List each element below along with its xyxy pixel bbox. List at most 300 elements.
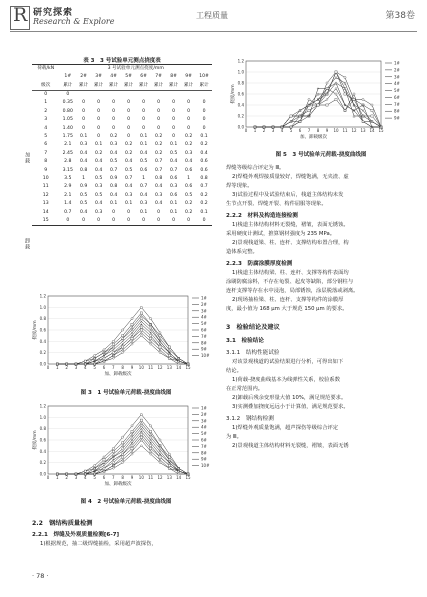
table-cell: 0.7 (109, 167, 118, 173)
table-row (32, 100, 212, 108)
table-cell: 0 (142, 108, 146, 114)
data-point (140, 422, 142, 424)
table-cell: 0.2 (154, 150, 163, 156)
table-cell: 0.6 (184, 167, 193, 173)
header-cell: 累计 (76, 82, 91, 91)
table-cell: 0.8 (154, 175, 163, 181)
data-point (112, 340, 114, 342)
table-cell: 2.1 (64, 192, 72, 198)
figure-4-caption: 图 4 2 号试验单元荷载-挠度曲线图 (80, 499, 172, 505)
table-cell: 0 (202, 100, 206, 106)
table-cell: 8 (44, 159, 48, 165)
table-cell: 1 (142, 175, 146, 181)
data-point (326, 87, 328, 89)
table-cell: 0.5 (184, 192, 193, 198)
data-point (308, 109, 310, 111)
table-cell: 0 (112, 108, 116, 114)
data-point (317, 104, 319, 106)
data-point (84, 360, 86, 362)
table-cell: 0 (157, 209, 161, 215)
data-point (150, 337, 152, 339)
data-point (122, 442, 124, 444)
body-line: 连杆支撑等存在水中浸泡，局部锈蚀，涂层脱落或剥离。 (226, 288, 359, 294)
header-cell: 10# (199, 74, 209, 80)
table-cell: 0 (127, 100, 131, 106)
data-point (140, 320, 142, 322)
table-cell: 0 (127, 134, 131, 140)
x-tick-label: 0 (46, 365, 50, 370)
table-cell: 0 (187, 117, 191, 123)
table-cell (106, 91, 121, 100)
x-tick-label: 8 (121, 475, 124, 480)
table-cell: 3.5 (64, 175, 72, 181)
header-cell: 3# (95, 74, 103, 80)
data-point (131, 332, 133, 334)
table-cell: 1 (44, 100, 48, 106)
data-point (290, 115, 292, 117)
table-cell: 0 (151, 217, 166, 226)
data-point (353, 93, 355, 95)
x-tick-label: 5 (289, 128, 293, 133)
x-tick-label: 10 (138, 365, 144, 370)
figure-3-chart (26, 290, 226, 382)
data-point (335, 71, 337, 73)
data-point (159, 439, 161, 441)
data-point (122, 456, 124, 458)
table-cell: 0 (82, 100, 86, 106)
body-line: 1)栈道主体结构梁、柱、连杆、支撑等构件表面均 (232, 270, 349, 276)
data-point (168, 346, 170, 348)
y-tick-label: 0.4 (39, 448, 46, 454)
data-point (150, 425, 152, 427)
legend-label: 2# (201, 411, 207, 417)
data-point (326, 82, 328, 84)
data-point (362, 98, 364, 100)
table-cell: 3.15 (62, 167, 73, 173)
x-tick-label: 6 (102, 365, 106, 370)
table-cell: 2.8 (64, 159, 72, 165)
x-tick-label: 7 (112, 365, 115, 370)
data-point (168, 464, 170, 466)
x-tick-label: 7 (112, 475, 115, 480)
y-tick-label: 1.2 (39, 403, 46, 409)
table-cell: 0 (106, 217, 121, 226)
table-cell: 0.5 (79, 192, 88, 198)
table-cell: 13 (42, 201, 49, 207)
data-point (122, 346, 124, 348)
y-tick-label: 0.4 (237, 102, 244, 108)
table-cell: 1 (187, 175, 191, 181)
legend-label: 1# (201, 295, 207, 301)
data-point (290, 126, 292, 128)
table-cell: 0 (187, 100, 191, 106)
legend-label: 3# (201, 418, 207, 424)
table-cell: 0.4 (79, 209, 88, 215)
table-cell (181, 91, 196, 100)
y-tick-label: 0.8 (237, 80, 244, 86)
table-cell: 0 (181, 217, 196, 226)
body-line: 2)景观栈道梁、柱、连杆、支撑结构布置合理，构 (232, 240, 349, 246)
data-point (159, 456, 161, 458)
table-cell: 0 (136, 217, 151, 226)
table-cell: 1.4 (64, 201, 72, 207)
data-point (112, 349, 114, 351)
table-cell: 0.6 (169, 192, 178, 198)
table-cell: 0.2 (154, 142, 163, 148)
table-cell: 0.3 (169, 184, 178, 190)
table-row (32, 167, 212, 175)
legend-label: 10# (201, 353, 210, 359)
x-tick-label: 12 (351, 128, 357, 133)
table-row (32, 217, 212, 226)
header-cell: 5# (125, 74, 133, 80)
body-line: 2)焊缝外观焊接质量较好，焊缝饱满，无夹渣、虚 (232, 174, 349, 180)
x-axis-label: 加、卸载级次 (104, 482, 132, 487)
x-tick-label: 14 (176, 475, 182, 480)
table-header-row (32, 73, 212, 81)
x-tick-label: 9 (325, 128, 329, 133)
table-row (32, 125, 212, 133)
legend-label: 5# (201, 431, 207, 437)
y-tick-label: 1.0 (39, 414, 46, 420)
data-point (122, 436, 124, 438)
table-cell: 0.1 (200, 209, 208, 215)
header-rule (10, 31, 417, 32)
table-cell: 0 (66, 92, 70, 98)
legend-label: 1# (394, 60, 400, 66)
table-cell: 0.1 (169, 142, 178, 148)
table-cell: 1.40 (62, 125, 73, 131)
y-tick-label: 1.2 (237, 58, 244, 64)
table-cell: 0.2 (124, 150, 133, 156)
table-cell: 0 (82, 117, 86, 123)
brand-title-en: Research & Explore (33, 17, 115, 26)
subsection-heading: 2.2.3 防腐涂膜厚度检测 (226, 261, 293, 267)
table-cell: 0 (127, 117, 131, 123)
figure-3-caption: 图 3 1 号试验单元荷载-挠度曲线图 (80, 390, 172, 396)
body-line: 1)焊缝外观质量饱满，超声探伤等级综合评定 (232, 425, 339, 431)
data-point (150, 335, 152, 337)
table-cell: 0.5 (94, 175, 103, 181)
data-point (84, 470, 86, 472)
table-cell: 0 (97, 125, 101, 131)
legend-label: 9# (201, 456, 207, 462)
x-tick-label: 8 (121, 365, 124, 370)
subsection-heading: 2.2.2 材料及构造连接检测 (226, 213, 298, 219)
body-line: 3)实测叠加挠度远远小于计算值，满足规范要求。 (232, 404, 349, 410)
data-point (140, 315, 142, 317)
table-cell: 0.2 (184, 134, 193, 140)
table-cell: 1.75 (62, 134, 73, 140)
table-cell: 0.4 (109, 150, 118, 156)
header-cell: 4# (110, 74, 118, 80)
body-line: 结论。 (226, 368, 242, 374)
data-point (344, 109, 346, 111)
legend-label: 5# (201, 321, 207, 327)
x-tick-label: 1 (253, 128, 257, 133)
table-cell (121, 91, 136, 100)
table-cell: 0.4 (94, 159, 103, 165)
header-cell: 累计 (151, 82, 166, 91)
data-point (150, 447, 152, 449)
legend-label: 3# (201, 308, 207, 314)
table-cell: 4 (44, 125, 48, 131)
data-point (159, 332, 161, 334)
table-cell: 0.2 (94, 150, 103, 156)
y-tick-label: 0.2 (39, 350, 46, 356)
body-line: 2)卸载后残余变形量大值 10%，满足规范要求。 (232, 395, 347, 401)
x-tick-label: 11 (148, 475, 154, 480)
body-line: 在正常范围内。 (226, 386, 264, 392)
body-line: 生节点开裂、焊缝开裂、构件屈服等现象。 (226, 201, 327, 207)
legend-label: 7# (394, 101, 400, 107)
table-row (32, 108, 212, 116)
table-cell (136, 91, 151, 100)
table-cell: 0.7 (169, 167, 178, 173)
y-axis-label: 挠度/mm (33, 430, 38, 450)
data-point (103, 349, 105, 351)
table-cell: 0.4 (154, 201, 163, 207)
data-point (103, 357, 105, 359)
table-cell: 0 (172, 108, 176, 114)
data-point (94, 464, 96, 466)
table-cell: 0.2 (184, 201, 193, 207)
table-cell: 0 (196, 217, 212, 226)
body-line: 1)栈道主体结构材料无裂缝，褶皱，表面无锈蚀。 (232, 222, 349, 228)
table-cell: 0 (187, 108, 191, 114)
header-cell: 3 号试验单元测点挠度/mm (59, 65, 212, 74)
table-cell: 0.4 (79, 159, 88, 165)
table-cell: 0.5 (94, 192, 103, 198)
table-cell: 0.5 (169, 150, 178, 156)
data-point (168, 453, 170, 455)
body-line: 为 Ⅲ。 (226, 434, 242, 440)
table-cell: 0.4 (124, 159, 133, 165)
data-point (122, 335, 124, 337)
legend-label: 10# (201, 463, 210, 469)
x-tick-label: 2 (65, 475, 68, 480)
y-tick-label: 1.2 (39, 293, 46, 299)
data-point (362, 109, 364, 111)
table-cell: 0 (127, 209, 131, 215)
x-tick-label: 11 (148, 365, 154, 370)
table-cell: 0.6 (200, 159, 208, 165)
table-cell (151, 91, 166, 100)
table-header-row (32, 65, 212, 74)
table-cell: 7 (44, 150, 48, 156)
table-cell: 0.7 (124, 175, 133, 181)
y-axis-label: 挠度/mm (33, 320, 38, 340)
table-cell: 0.1 (139, 134, 148, 140)
data-point (371, 104, 373, 106)
table-cell: 0 (202, 117, 206, 123)
data-point (150, 445, 152, 447)
page-header (0, 0, 427, 34)
table-cell: 2.45 (62, 150, 73, 156)
body-line: 3)试验过程中及试验结束后，栈道主体结构未发 (232, 192, 344, 198)
x-tick-label: 3 (74, 365, 78, 370)
series-line-3 (255, 78, 381, 128)
table-row (32, 142, 212, 150)
table-cell: 0.3 (94, 209, 103, 215)
table-cell: 0.4 (139, 150, 148, 156)
table-cell: 0.80 (62, 108, 73, 114)
data-point (140, 433, 142, 435)
group-label-unload: 卸载 (24, 238, 30, 250)
data-point (353, 98, 355, 100)
data-point (131, 447, 133, 449)
table-cell: 0.3 (139, 201, 148, 207)
logo-letter: R (13, 4, 28, 26)
table-cell: 0.2 (200, 201, 208, 207)
y-tick-label: 0.8 (39, 316, 46, 322)
x-tick-label: 13 (360, 128, 366, 133)
table-row (32, 209, 212, 217)
table-row (32, 91, 212, 100)
table-cell: 0.3 (184, 150, 193, 156)
header-cell: 1# (64, 74, 72, 80)
body-line: 采用硬度计测试，推算钢材强度为 235 MPa。 (226, 231, 336, 237)
data-point (112, 447, 114, 449)
table-cell: 0 (44, 92, 48, 98)
y-tick-label: 0.6 (39, 327, 46, 333)
table-cell: 0.6 (169, 175, 178, 181)
data-point (103, 467, 105, 469)
x-tick-label: 4 (280, 128, 284, 133)
x-tick-label: 6 (102, 475, 106, 480)
body-line: 1)荷载-挠度曲线基本为线弹性关系，校验系数 (232, 377, 340, 383)
subsection-heading: 3.1.2 钢结构检测 (226, 416, 274, 422)
table-cell: 0 (91, 217, 106, 226)
data-point (131, 445, 133, 447)
table-cell: 0.1 (169, 209, 178, 215)
y-tick-label: 1.0 (237, 69, 244, 75)
table-cell: 0 (187, 125, 191, 131)
data-point (112, 450, 114, 452)
data-point (159, 346, 161, 348)
table-cell: 0.3 (94, 184, 103, 190)
data-point (371, 115, 373, 117)
data-point (131, 337, 133, 339)
data-point (140, 326, 142, 328)
table-cell: 0 (97, 100, 101, 106)
table-cell: 0.1 (109, 201, 118, 207)
legend-label: 2# (201, 301, 207, 307)
table-cell (76, 91, 91, 100)
table-cell: 0.2 (124, 142, 133, 148)
x-axis-label: 加、卸载级次 (104, 372, 132, 377)
table-cell: 0 (142, 117, 146, 123)
table-cell: 0.6 (139, 167, 148, 173)
y-tick-label: 0.2 (39, 460, 46, 466)
table-cell: 0 (202, 125, 206, 131)
table-cell: 0.1 (139, 209, 148, 215)
x-tick-label: 9 (130, 365, 134, 370)
table-cell: 15 (32, 217, 59, 226)
data-point (112, 467, 114, 469)
table-cell: 0 (202, 108, 206, 114)
table-cell: 0.1 (200, 134, 208, 140)
data-point (94, 354, 96, 356)
header-cell: 累计 (166, 82, 181, 91)
table-cell: 0.9 (109, 175, 118, 181)
table-cell: 11 (42, 184, 49, 190)
x-tick-label: 4 (84, 365, 87, 370)
deflection-table (32, 64, 212, 226)
data-point (103, 459, 105, 461)
header-cell (32, 73, 59, 81)
y-tick-label: 0.4 (39, 338, 46, 344)
data-point (150, 430, 152, 432)
table-cell (91, 91, 106, 100)
table-cell: 10 (42, 175, 49, 181)
x-axis-label: 加、卸载级次 (300, 135, 327, 140)
table-row (32, 150, 212, 158)
figure-5-caption: 图 5 3 号试验单元荷载-挠度曲线图 (275, 152, 367, 158)
header-cell: 累计 (121, 82, 136, 91)
table-cell: 0 (112, 125, 116, 131)
legend-label: 1# (201, 405, 207, 411)
x-tick-label: 7 (307, 128, 311, 133)
data-point (371, 109, 373, 111)
legend-label: 4# (394, 81, 400, 87)
table-cell: 0 (172, 117, 176, 123)
table-cell: 0.9 (79, 184, 88, 190)
data-point (168, 354, 170, 356)
x-tick-label: 3 (271, 128, 275, 133)
y-tick-label: 0.6 (39, 437, 46, 443)
data-point (299, 120, 301, 122)
data-point (317, 87, 319, 89)
data-point (112, 352, 114, 354)
y-tick-label: 0.8 (39, 426, 46, 432)
figure-5-chart (226, 55, 416, 145)
table-cell: 0.4 (200, 150, 208, 156)
data-point (131, 323, 133, 325)
table-cell: 0.2 (109, 134, 118, 140)
header-cell: 累计 (196, 82, 212, 91)
header-cell: 2# (80, 74, 88, 80)
table-cell: 0.5 (79, 201, 88, 207)
table-cell: 0 (157, 108, 161, 114)
data-point (168, 456, 170, 458)
table-cell: 0.4 (124, 184, 133, 190)
data-point (112, 462, 114, 464)
data-point (140, 306, 142, 308)
table-cell: 0.2 (200, 192, 208, 198)
section-heading: 3 检验结论及建议 (226, 324, 280, 331)
legend-label: 5# (394, 88, 400, 94)
data-point (140, 413, 142, 415)
data-point (159, 335, 161, 337)
body-line: 2)景观栈道主体结构材料无裂缝，褶皱，表面无锈 (232, 443, 349, 449)
table-cell: 0.4 (154, 184, 163, 190)
header-cell: 累计 (106, 82, 121, 91)
table-cell: 0.5 (124, 167, 133, 173)
data-point (131, 425, 133, 427)
table-cell: 0.8 (79, 167, 88, 173)
table-row (32, 175, 212, 183)
legend-label: 8# (201, 340, 207, 346)
x-tick-label: 13 (166, 365, 172, 370)
legend-label: 7# (201, 333, 207, 339)
table-cell: 0 (59, 217, 76, 226)
legend-label: 6# (201, 327, 207, 333)
data-point (112, 343, 114, 345)
data-point (362, 120, 364, 122)
table-cell: 0.7 (139, 184, 148, 190)
table-cell: 0 (82, 108, 86, 114)
